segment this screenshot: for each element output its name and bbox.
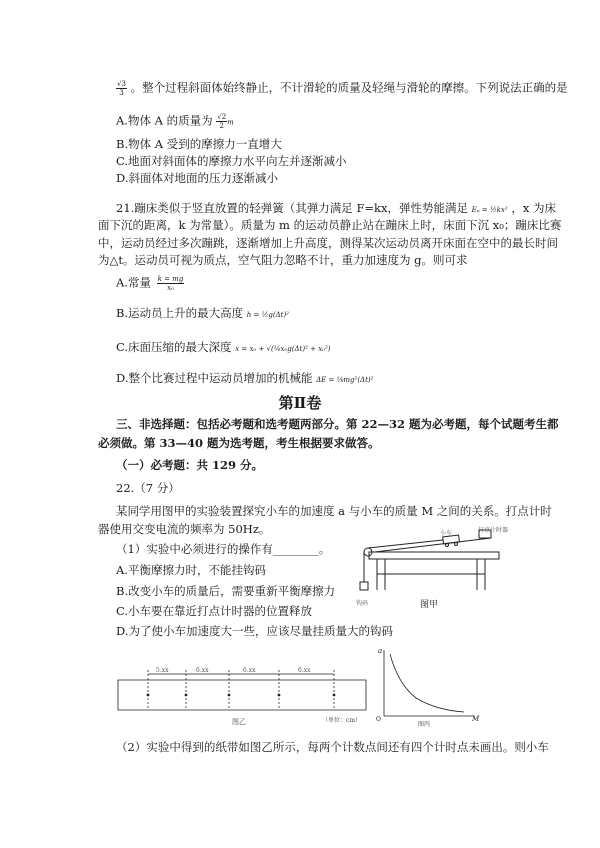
segment-label-1: 5.xx <box>156 667 169 674</box>
figure-bing-graph <box>376 646 480 724</box>
figure-jia-caption: 图甲 <box>420 600 439 610</box>
q21-option-c <box>116 340 331 356</box>
segment-label-4: 6.xx <box>298 667 311 674</box>
q22-option-a: A.平衡摩擦力时，不能挂钩码 <box>116 563 266 577</box>
tape-dot <box>278 694 281 697</box>
label-timer: 打点计时器 <box>478 527 509 534</box>
option-text: C.床面压缩的最大深度 <box>116 340 232 354</box>
fraction-denominator: x₀ <box>167 284 174 292</box>
q21-option-a <box>116 275 184 292</box>
required-questions-label: （一）必考题：共 129 分。 <box>116 458 264 472</box>
elastic-energy-formula: Eₚ = ½kx² <box>471 206 508 214</box>
q22-part2: （2）实验中得到的纸带如图乙所示，每两个计数点间还有四个计时点未画出。则小车 <box>116 740 549 754</box>
q22-option-d: D.为了使小车加速度大一些，应该尽量挂质量大的钩码 <box>116 624 393 638</box>
max-height-formula: h = ½g(Δt)² <box>246 311 289 319</box>
tape-dot <box>185 694 188 697</box>
max-depth-formula: x = x₀ + √(¼x₀g(Δt)² + x₀²) <box>235 345 331 353</box>
q21-line1-tail: ，x 为床 <box>511 201 556 215</box>
q20-option-c: C.地面对斜面体的摩擦力水平向左并逐渐减小 <box>116 154 347 168</box>
option-text: A.物体 A 的质量为 <box>116 113 213 128</box>
fraction-numerator: √2 <box>217 113 227 121</box>
y-axis-label: a <box>378 647 383 655</box>
section-title: 第Ⅱ卷 <box>278 394 322 412</box>
q21-line2: 面下沉的距离，k 为常量）。质量为 m 的运动员静止站在蹦床上时，床面下沉 x₀；蹦床比赛 <box>98 218 562 232</box>
q20-tail-text: 。整个过程斜面体始终静止，不计滑轮的质量及轻绳与滑轮的摩擦。下列说法正确的是 <box>130 80 568 95</box>
segment-label-2: 6.xx <box>196 667 209 674</box>
section-intro-line2: 必须做。第 33—40 题为选考题，考生根据要求做答。 <box>98 436 380 450</box>
cart-wheel-front <box>455 543 458 546</box>
q21-option-a-formula <box>157 275 185 292</box>
origin-label: O <box>376 716 381 723</box>
q22-line2: 器使用交变电流的频率为 50Hz。 <box>98 522 271 536</box>
a-vs-m-curve <box>390 654 464 712</box>
segment-label-3: 6.xx <box>243 667 256 674</box>
tape-dot <box>147 694 150 697</box>
cart-wheel-back <box>446 544 449 547</box>
fraction-numerator: √3 <box>117 80 126 88</box>
q21-option-b <box>116 306 289 322</box>
q20-option-b: B.物体 A 受到的摩擦力一直增大 <box>116 137 282 151</box>
variable-m: m <box>227 118 234 127</box>
q21-line1-text: 21.蹦床类似于竖直放置的轻弹簧（其弹力满足 F=kx，弹性势能满足 <box>116 201 469 215</box>
energy-increase-formula: ΔE = ⅛mg²(Δt)² <box>316 376 374 384</box>
q22-option-b: B.改变小车的质量后，需要重新平衡摩擦力 <box>116 584 336 598</box>
figure-bing-caption: 图丙 <box>418 721 431 728</box>
q20-tail-line <box>116 80 568 97</box>
option-text: B.运动员上升的最大高度 <box>116 306 244 320</box>
q20-option-d: D.斜面体对地面的压力逐渐减小 <box>116 171 278 185</box>
x-axis-label: M <box>472 715 480 723</box>
q22-part1: （1）实验中必须进行的操作有________。 <box>116 542 331 556</box>
option-text: A.常量 <box>116 275 151 290</box>
fraction-denominator: 3 <box>119 89 124 97</box>
tape-dot <box>333 694 336 697</box>
label-weight: 钩码 <box>356 600 369 607</box>
q20-option-a <box>116 113 234 130</box>
tape-dot <box>228 694 231 697</box>
section-intro-line1: 三、非选择题：包括必考题和选考题两部分。第 22—32 题为必考题，每个试题考生都 <box>116 417 559 431</box>
hanging-weight <box>360 582 368 590</box>
label-car: 小车 <box>440 530 453 537</box>
q21-line1 <box>116 201 556 217</box>
track-board <box>369 552 499 559</box>
option-text: D.整个比赛过程中运动员增加的机械能 <box>116 371 313 385</box>
q22-line1: 某同学用图甲的实验装置探究小车的加速度 a 与小车的质量 M 之间的关系。打点计时 <box>116 504 552 518</box>
q22-header: 22.（7 分） <box>116 481 180 495</box>
q20-tail-fraction <box>116 80 127 97</box>
tape-outline <box>118 680 366 710</box>
q20-option-a-fraction <box>216 113 227 130</box>
figure-yi-caption: 图乙 <box>232 718 246 726</box>
q21-line4: 为△t。运动员可视为质点，空气阻力忽略不计，重力加速度为 g。则可求 <box>98 253 468 267</box>
q21-option-d <box>116 371 373 387</box>
fraction-numerator: k = mg <box>157 275 184 283</box>
q21-line3: 中，运动员经过多次蹦跳，逐渐增加上升高度，测得某次运动员离开床面在空中的最长时间 <box>98 236 558 250</box>
figure-yi-unit: （单位：cm） <box>322 717 362 724</box>
string <box>368 540 443 548</box>
q22-option-c: C.小车要在靠近打点计时器的位置释放 <box>116 604 313 618</box>
fraction-denominator: 2 <box>219 122 224 130</box>
